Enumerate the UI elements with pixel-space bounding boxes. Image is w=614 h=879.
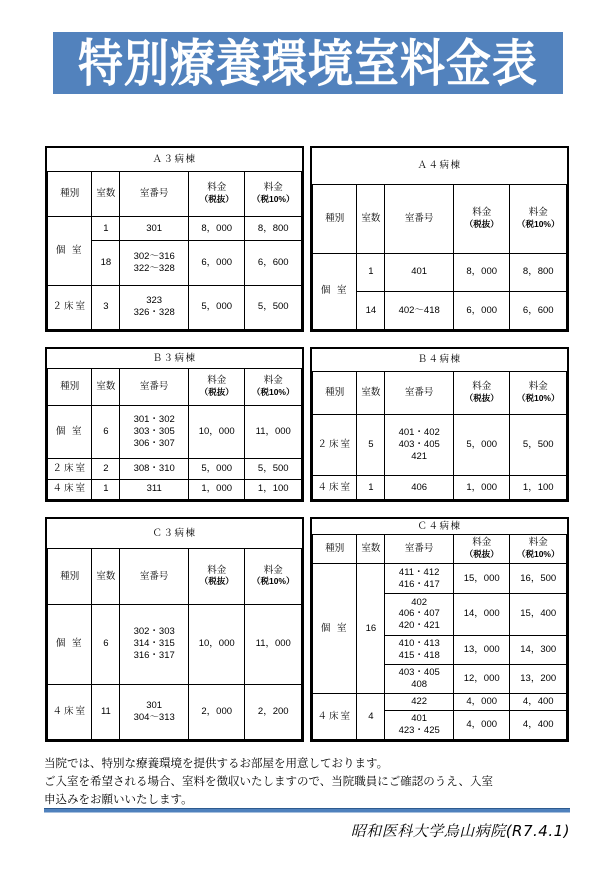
cell-price-excl-tax: 2，000 [188, 684, 245, 739]
cell-room-count: 1 [357, 253, 385, 291]
cell-room-numbers: 401・402 403・405 421 [385, 414, 454, 475]
cell-price-incl-tax: 4，400 [510, 710, 567, 739]
cell-price-excl-tax: 12，000 [453, 665, 510, 694]
cell-price-incl-tax: 1，100 [245, 479, 302, 499]
column-header-kind: 種別 [313, 372, 357, 415]
ward-title-b3: Ｂ３病棟 [48, 349, 302, 369]
cell-price-excl-tax: 8，000 [188, 216, 245, 241]
column-header-price-excl: 料金 （税抜） [453, 372, 510, 415]
cell-price-incl-tax: 6，600 [510, 291, 567, 329]
table-row [313, 476, 567, 500]
column-header-price-excl: 料金 （税抜） [188, 172, 245, 216]
table-row [48, 684, 302, 739]
cell-price-incl-tax: 5，500 [245, 459, 302, 479]
column-header-rooms: 室番号 [120, 369, 189, 406]
cell-price-excl-tax: 15，000 [453, 564, 510, 593]
ward-table-a4 [310, 146, 569, 332]
cell-price-excl-tax: 10，000 [188, 406, 245, 459]
table-row [48, 459, 302, 479]
cell-price-excl-tax: 4，000 [453, 694, 510, 710]
cell-price-excl-tax: 8，000 [453, 253, 510, 291]
cell-price-incl-tax: 15，400 [510, 593, 567, 635]
footer-note-line: 当院では、特別な療養環境を提供するお部屋を用意しております。 [44, 756, 389, 770]
column-header-count: 室数 [92, 172, 120, 216]
cell-room-count: 4 [357, 694, 385, 740]
cell-room-kind: ４床室 [313, 694, 357, 740]
column-header-rooms: 室番号 [385, 185, 454, 254]
table-row [48, 285, 302, 329]
cell-price-incl-tax: 13，200 [510, 665, 567, 694]
ward-title-a4: Ａ４病棟 [313, 148, 567, 185]
table-row [313, 253, 567, 291]
column-header-price-incl: 料金 （税10%） [510, 185, 567, 254]
cell-room-kind: 個 室 [313, 253, 357, 329]
table-row [313, 414, 567, 475]
cell-price-incl-tax: 16，500 [510, 564, 567, 593]
column-header-price-excl: 料金 （税抜） [188, 369, 245, 406]
table-row [48, 479, 302, 499]
cell-room-count: 18 [92, 241, 120, 285]
column-header-count: 室数 [357, 372, 385, 415]
ward-table-c4 [310, 517, 569, 742]
cell-room-count: 6 [92, 604, 120, 684]
cell-room-numbers: 411・412 416・417 [385, 564, 454, 593]
table-row [313, 694, 567, 710]
cell-room-numbers: 402 406・407 420・421 [385, 593, 454, 635]
column-header-price-excl: 料金 （税抜） [453, 535, 510, 564]
column-header-count: 室数 [92, 369, 120, 406]
cell-room-kind: 個 室 [48, 604, 92, 684]
cell-room-kind: 個 室 [313, 564, 357, 694]
column-header-rooms: 室番号 [385, 535, 454, 564]
cell-price-excl-tax: 5，000 [453, 414, 510, 475]
cell-room-numbers: 301・302 303・305 306・307 [120, 406, 189, 459]
footer-note-line: ご入室を希望される場合、室料を徴収いたしますので、当院職員にご確認のうえ、入室 [44, 773, 493, 788]
column-header-price-excl: 料金 （税抜） [453, 185, 510, 254]
ward-table-c3 [45, 517, 304, 742]
cell-room-numbers: 308・310 [120, 459, 189, 479]
column-header-price-incl: 料金 （税10%） [245, 172, 302, 216]
cell-price-excl-tax: 1，000 [188, 479, 245, 499]
ward-title-a3: Ａ３病棟 [48, 148, 302, 172]
cell-price-incl-tax: 2，200 [245, 684, 302, 739]
cell-room-count: 11 [92, 684, 120, 739]
column-header-price-incl: 料金 （税10%） [510, 372, 567, 415]
column-header-kind: 種別 [48, 369, 92, 406]
column-header-count: 室数 [357, 535, 385, 564]
cell-room-kind: 個 室 [48, 216, 92, 285]
ward-table-b3 [45, 347, 304, 502]
cell-room-numbers: 311 [120, 479, 189, 499]
table-row [48, 406, 302, 459]
table-row [48, 604, 302, 684]
cell-price-excl-tax: 6，000 [188, 241, 245, 285]
cell-price-excl-tax: 1，000 [453, 476, 510, 500]
cell-room-kind: ４床室 [48, 479, 92, 499]
cell-price-incl-tax: 8，800 [510, 253, 567, 291]
ward-table-c3 [47, 519, 302, 740]
ward-table-a3 [45, 146, 304, 332]
column-header-price-incl: 料金 （税10%） [245, 549, 302, 604]
cell-price-incl-tax: 8，800 [245, 216, 302, 241]
cell-price-incl-tax: 14，300 [510, 635, 567, 664]
hospital-signature: 昭和医科大学烏山病院(R7.4.1) [350, 822, 570, 840]
ward-table-b3 [47, 349, 302, 500]
cell-room-kind: 個 室 [48, 406, 92, 459]
footer-note-line: 申込みをお願いいたします。 [44, 791, 193, 806]
column-header-count: 室数 [92, 549, 120, 604]
ward-table-a3 [47, 148, 302, 330]
cell-room-numbers: 402〜418 [385, 291, 454, 329]
cell-price-incl-tax: 11，000 [245, 604, 302, 684]
column-header-count: 室数 [357, 185, 385, 254]
column-header-kind: 種別 [313, 185, 357, 254]
cell-room-count: 16 [357, 564, 385, 694]
column-header-price-incl: 料金 （税10%） [245, 369, 302, 406]
cell-price-excl-tax: 13，000 [453, 635, 510, 664]
cell-room-numbers: 401 [385, 253, 454, 291]
column-header-rooms: 室番号 [120, 172, 189, 216]
column-header-rooms: 室番号 [385, 372, 454, 415]
cell-room-kind: ２床室 [48, 285, 92, 329]
ward-table-b4 [312, 349, 567, 500]
cell-room-numbers: 410・413 415・418 [385, 635, 454, 664]
ward-table-a4 [312, 148, 567, 330]
cell-price-excl-tax: 14，000 [453, 593, 510, 635]
cell-room-count: 1 [92, 479, 120, 499]
cell-room-count: 6 [92, 406, 120, 459]
cell-room-kind: ２床室 [48, 459, 92, 479]
cell-room-count: 1 [357, 476, 385, 500]
cell-room-count: 1 [92, 216, 120, 241]
cell-room-numbers: 406 [385, 476, 454, 500]
column-header-price-incl: 料金 （税10%） [510, 535, 567, 564]
cell-room-count: 14 [357, 291, 385, 329]
cell-room-count: 3 [92, 285, 120, 329]
column-header-kind: 種別 [48, 549, 92, 604]
ward-title-c4: Ｃ４病棟 [313, 519, 567, 535]
column-header-price-excl: 料金 （税抜） [188, 549, 245, 604]
cell-room-numbers: 302〜316 322〜328 [120, 241, 189, 285]
table-row [313, 564, 567, 593]
column-header-rooms: 室番号 [120, 549, 189, 604]
cell-price-excl-tax: 10，000 [188, 604, 245, 684]
ward-block-c [45, 517, 569, 742]
cell-room-numbers: 401 423・425 [385, 710, 454, 739]
cell-room-numbers: 323 326・328 [120, 285, 189, 329]
cell-room-numbers: 301 [120, 216, 189, 241]
cell-price-excl-tax: 4，000 [453, 710, 510, 739]
page-title: 特別療養環境室料金表 [77, 34, 538, 92]
cell-room-numbers: 403・405 408 [385, 665, 454, 694]
ward-title-c3: Ｃ３病棟 [48, 519, 302, 549]
cell-room-numbers: 301 304〜313 [120, 684, 189, 739]
cell-room-kind: ４床室 [48, 684, 92, 739]
footer-divider [44, 808, 570, 813]
footer-note [44, 755, 574, 808]
cell-room-kind: ４床室 [313, 476, 357, 500]
cell-room-kind: ２床室 [313, 414, 357, 475]
ward-table-c4 [312, 519, 567, 740]
cell-price-excl-tax: 5，000 [188, 285, 245, 329]
ward-block-b [45, 347, 569, 502]
cell-room-count: 5 [357, 414, 385, 475]
page-title-banner [53, 32, 563, 94]
ward-table-b4 [310, 347, 569, 502]
ward-block-a [45, 146, 569, 332]
ward-title-b4: Ｂ４病棟 [313, 349, 567, 372]
column-header-kind: 種別 [48, 172, 92, 216]
cell-price-excl-tax: 6，000 [453, 291, 510, 329]
cell-room-count: 2 [92, 459, 120, 479]
cell-room-numbers: 422 [385, 694, 454, 710]
cell-price-incl-tax: 4，400 [510, 694, 567, 710]
cell-price-incl-tax: 1，100 [510, 476, 567, 500]
cell-price-incl-tax: 5，500 [510, 414, 567, 475]
column-header-kind: 種別 [313, 535, 357, 564]
cell-price-incl-tax: 5，500 [245, 285, 302, 329]
cell-price-incl-tax: 6，600 [245, 241, 302, 285]
cell-price-excl-tax: 5，000 [188, 459, 245, 479]
cell-room-numbers: 302・303 314・315 316・317 [120, 604, 189, 684]
cell-price-incl-tax: 11，000 [245, 406, 302, 459]
table-row [48, 216, 302, 241]
